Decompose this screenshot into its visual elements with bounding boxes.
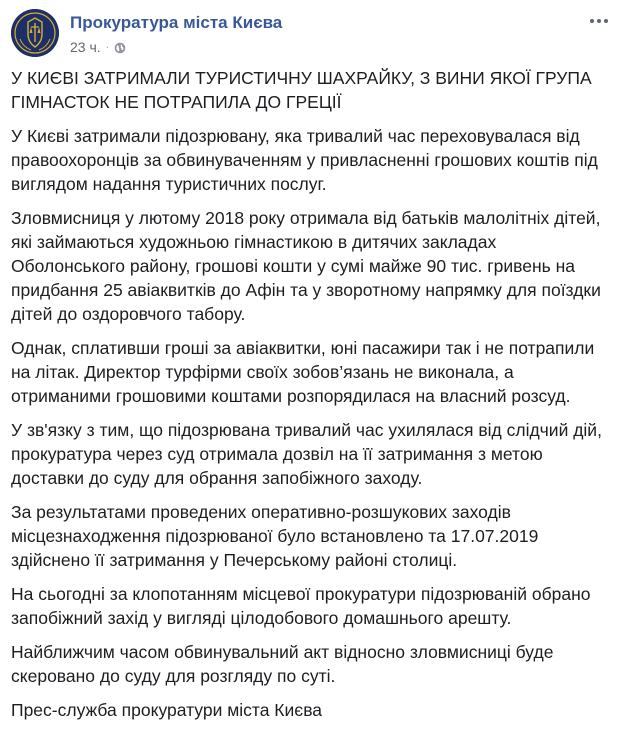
post-meta bbox=[70, 38, 126, 56]
post-paragraph: Однак, сплативши гроші за авіаквитки, юні пасажири так і не потрапили на літак. Директор турфірми своїх зобов’язань не виконала, а отриманими грошовими коштами розпорядилася на власний розсуд. bbox=[11, 338, 595, 406]
post-paragraph: Найближчим часом обвинувальний акт відносно зловмисниці буде скеровано до суду для розгляду по суті. bbox=[11, 642, 554, 686]
page-name-link[interactable]: Прокуратура міста Києва bbox=[70, 13, 283, 32]
post-paragraph: На сьогодні за клопотанням місцевої прокуратури підозрюваній обрано запобіжний захід у вигляді цілодобового домашнього арешту. bbox=[11, 584, 591, 628]
meta-separator: · bbox=[105, 41, 109, 53]
post-timestamp[interactable]: 23 ч. bbox=[70, 39, 101, 55]
prosecutor-emblem-icon bbox=[11, 9, 59, 57]
more-dot bbox=[604, 19, 608, 23]
globe-icon[interactable] bbox=[114, 41, 126, 53]
post-paragraph: У Києві затримали підозрювану, яка тривалий час переховувалася від правоохоронців за обвинуваченням у привласненні грошових коштів під виглядом надання туристичних послуг. bbox=[11, 126, 598, 194]
post-paragraph: Зловмисниця у лютому 2018 року отримала від батьків малолітніх дітей, які займаються художньою гімнастикою в дитячих закладах Оболонського району, грошові кошти у сумі майже 90 тис. гривень на придбання 25 авіаквитків до Афін та у зворотному напрямку для поїздки дітей до оздоровчого табору. bbox=[11, 208, 601, 324]
post-headline: У КИЄВІ ЗАТРИМАЛИ ТУРИСТИЧНУ ШАХРАЙКУ, З ВИНИ ЯКОЇ ГРУПА ГІМНАСТОК НЕ ПОТРАПИЛА ДО ГРЕЦІЇ bbox=[11, 68, 592, 112]
more-options-icon[interactable] bbox=[587, 13, 611, 29]
post-paragraph: За результатами проведених оперативно-розшукових заходів місцезнаходження підозрюваної було встановлено та 17.07.2019 здійснено її затримання у Печерському районі столиці. bbox=[11, 502, 539, 570]
post-header bbox=[11, 9, 611, 61]
more-dot bbox=[590, 19, 594, 23]
more-dot bbox=[597, 19, 601, 23]
page-avatar[interactable] bbox=[11, 9, 59, 57]
post-paragraph: У зв'язку з тим, що підозрювана тривалий час ухилялася від слідчий дій, прокуратура через суд отримала дозвіл на її затримання з метою доставки до суду для обрання запобіжного заходу. bbox=[11, 420, 602, 488]
post-signature: Прес-служба прокуратури міста Києва bbox=[11, 700, 323, 720]
post-content bbox=[11, 66, 611, 732]
